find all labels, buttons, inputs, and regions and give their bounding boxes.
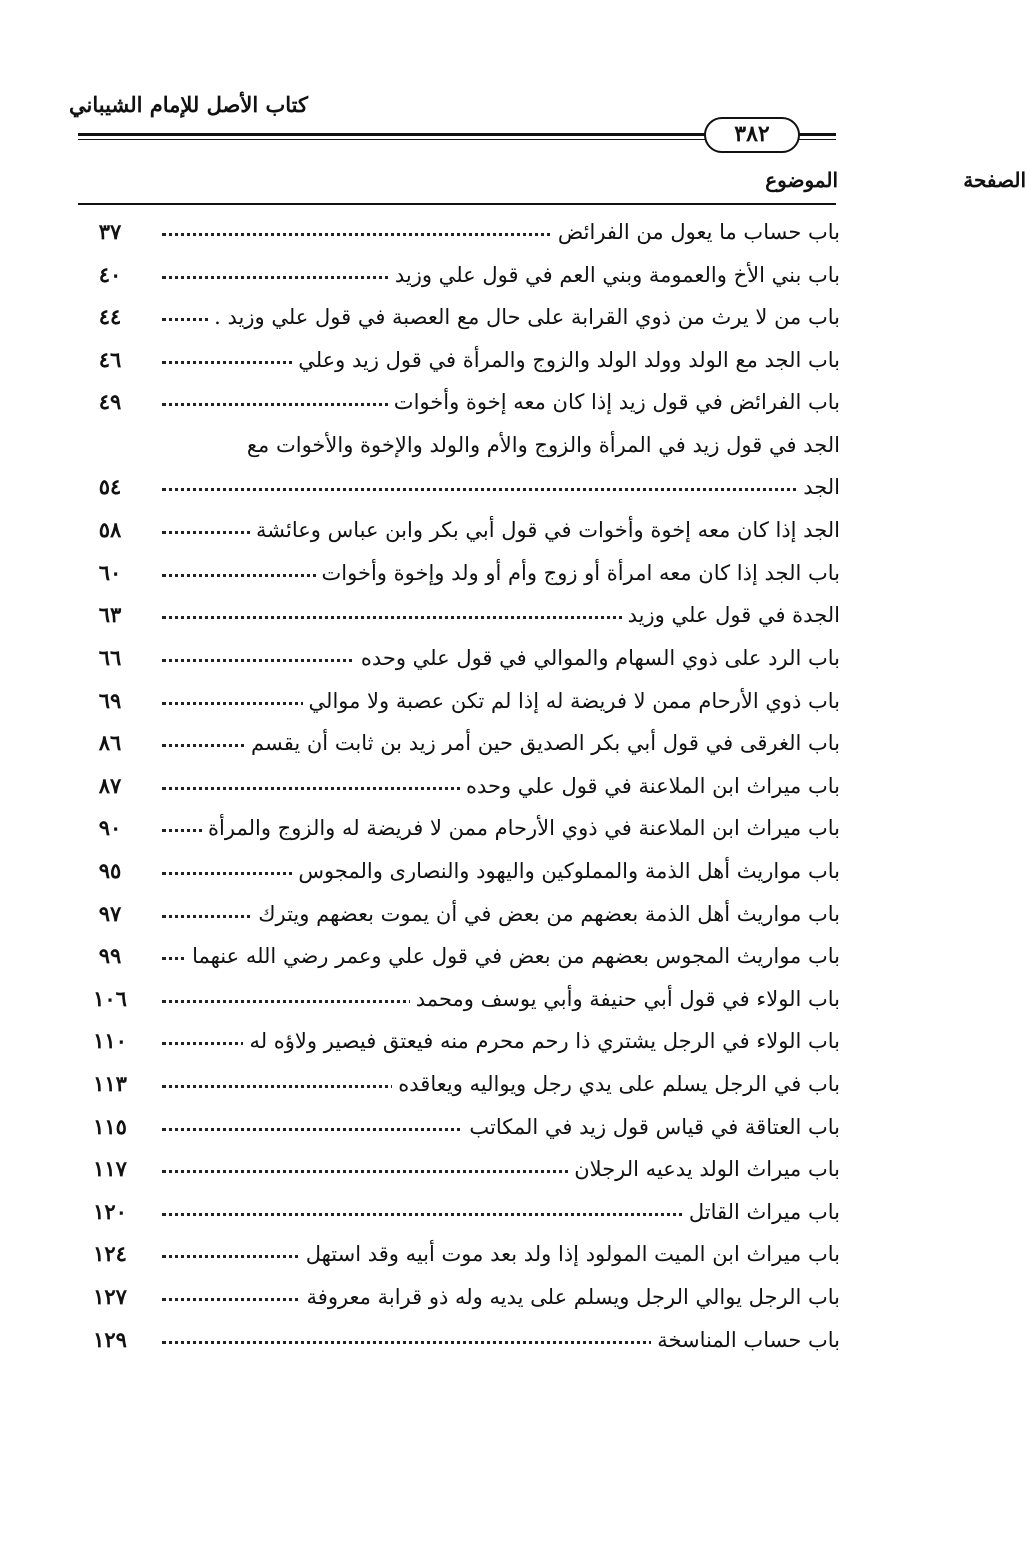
toc-entry-title: باب ميراث ابن الملاعنة في قول علي وحده xyxy=(460,765,840,807)
toc-entry xyxy=(80,211,840,253)
toc-entry-page-number: ٤٠ xyxy=(98,261,122,287)
toc-entry-title: باب الغرقى في قول أبي بكر الصديق حين أمر زيد بن ثابت أن يقسم xyxy=(245,722,840,764)
toc-entry xyxy=(80,850,840,892)
toc-entry-page-number: ٣٧ xyxy=(98,219,122,244)
toc-entry xyxy=(80,339,840,381)
toc-entry-title: باب ميراث ابن الميت المولود إذا ولد بعد موت أبيه وقد استهل xyxy=(300,1233,840,1275)
toc-entry-page-number: ١٢٠ xyxy=(93,1198,127,1224)
toc-entry xyxy=(80,978,840,1020)
toc-entry-page-number: ٥٤ xyxy=(98,474,122,499)
toc-entry xyxy=(80,1191,840,1233)
toc-entry-title: باب ذوي الأرحام ممن لا فريضة له إذا لم تكن عصبة ولا موالي xyxy=(303,680,840,722)
toc-entry-page-number: ٩٧ xyxy=(98,900,122,926)
toc-entry-title: باب حساب ما يعول من الفرائض xyxy=(552,211,840,253)
toc-entry-title: باب الجد مع الولد وولد الولد والزوج والمرأة في قول زيد وعلي xyxy=(292,339,840,381)
toc-entry-title: الجدة في قول علي وزيد xyxy=(622,594,840,636)
toc-entry-title: باب مواريث المجوس بعضهم من بعض في قول علي وعمر رضي الله عنهما xyxy=(186,935,840,977)
toc-entry-title: باب ميراث القاتل xyxy=(683,1191,840,1233)
toc-entry-page-number: ٦٩ xyxy=(98,687,122,713)
toc-entry-page-number: ٨٦ xyxy=(98,730,122,756)
toc-entry-page-number: ٩٠ xyxy=(98,815,122,841)
toc-entry-title: باب الجد إذا كان معه امرأة أو زوج وأم أو ولد وإخوة وأخوات xyxy=(316,552,840,594)
toc-entry xyxy=(80,935,840,977)
toc-entry-page-number: ٦٠ xyxy=(98,559,122,585)
toc-entry-page-number: ٤٩ xyxy=(98,389,122,415)
page-number-badge: ٣٨٢ xyxy=(704,117,800,153)
dot-leader xyxy=(162,488,840,491)
toc-entry-title: باب في الرجل يسلم على يدي رجل ويواليه ويعاقده xyxy=(392,1063,840,1105)
toc-entry-title: باب حساب المناسخة xyxy=(651,1319,840,1361)
toc-entry-page-number: ٥٨ xyxy=(98,517,122,543)
running-header-title: كتاب الأصل للإمام الشيباني xyxy=(69,92,308,117)
toc-entry xyxy=(80,552,840,594)
toc-entry xyxy=(80,509,840,551)
toc-entry xyxy=(80,424,840,508)
toc-entry xyxy=(80,1020,840,1062)
toc-entry xyxy=(80,1148,840,1190)
toc-entry-title: باب الولاء في الرجل يشتري ذا رحم محرم منه فيعتق فيصير ولاؤه له xyxy=(243,1020,840,1062)
toc-entry xyxy=(80,1063,840,1105)
toc-entry-page-number: ١١٠ xyxy=(93,1028,127,1054)
toc-entry xyxy=(80,1233,840,1275)
toc-entry-title: باب مواريث أهل الذمة بعضهم من بعض في أن يموت بعضهم ويترك xyxy=(252,893,840,935)
toc-entry xyxy=(80,637,840,679)
toc-entry xyxy=(80,893,840,935)
toc-entry-page-number: ١٠٦ xyxy=(93,985,127,1011)
toc-entry xyxy=(80,1276,840,1318)
toc-entry-title: باب الفرائض في قول زيد إذا كان معه إخوة وأخوات xyxy=(388,381,840,423)
toc-entry xyxy=(80,381,840,423)
toc-entry-title: باب الرد على ذوي السهام والموالي في قول علي وحده xyxy=(355,637,840,679)
toc-entry xyxy=(80,594,840,636)
toc-entry-title-line1: الجد في قول زيد في المرأة والزوج والأم والولد والإخوة والأخوات مع xyxy=(246,433,840,457)
column-header-rule xyxy=(78,203,836,205)
toc-entry-page-number: ٤٦ xyxy=(98,346,122,372)
toc-entry-page-number: ٩٥ xyxy=(98,858,122,883)
toc-entry xyxy=(80,1319,840,1361)
toc-entry-page-number: ١٢٩ xyxy=(93,1326,127,1352)
toc-entry-page-number: ٨٧ xyxy=(98,772,122,798)
toc-entry xyxy=(80,680,840,722)
toc-entry-page-number: ٩٩ xyxy=(98,943,122,969)
toc-entry xyxy=(80,765,840,807)
toc-entry-title: باب العتاقة في قياس قول زيد في المكاتب xyxy=(463,1106,840,1148)
toc-entry-page-number: ١٢٧ xyxy=(93,1284,127,1309)
toc-entry xyxy=(80,807,840,849)
toc-entry xyxy=(80,1106,840,1148)
page-column-header: الصفحة xyxy=(963,168,1026,192)
toc-entry-title: باب الولاء في قول أبي حنيفة وأبي يوسف ومحمد xyxy=(410,978,840,1020)
toc-entry-title: باب ميراث ابن الملاعنة في ذوي الأرحام ممن لا فريضة له والزوج والمرأة xyxy=(202,807,840,849)
toc-entry-page-number: ٦٣ xyxy=(98,602,122,628)
toc-entry-page-number: ١٢٤ xyxy=(93,1241,127,1267)
toc-entry-title: باب من لا يرث من ذوي القرابة على حال مع العصبة في قول علي وزيد . xyxy=(208,296,840,338)
toc-entry-title: الجد xyxy=(797,466,840,508)
toc-entry-title: باب مواريث أهل الذمة والمملوكين واليهود والنصارى والمجوس xyxy=(292,850,840,892)
toc-entry-page-number: ١١٣ xyxy=(93,1071,127,1096)
toc-entry-title: باب الرجل يوالي الرجل ويسلم على يديه وله ذو قرابة معروفة xyxy=(301,1276,840,1318)
toc-entry-page-number: ١١٧ xyxy=(93,1156,127,1182)
toc-entry-page-number: ١١٥ xyxy=(93,1113,127,1139)
toc-entry-title: باب بني الأخ والعمومة وبني العم في قول علي وزيد xyxy=(389,254,840,296)
toc-entry xyxy=(80,722,840,764)
toc-entry-page-number: ٤٤ xyxy=(98,304,122,330)
topic-column-header: الموضوع xyxy=(765,168,838,192)
toc-entry xyxy=(80,296,840,338)
toc-entry-title: باب ميراث الولد يدعيه الرجلان xyxy=(568,1148,840,1190)
toc-entry xyxy=(80,254,840,296)
toc-entry-page-number: ٦٦ xyxy=(98,645,122,670)
toc-entry-title: الجد إذا كان معه إخوة وأخوات في قول أبي بكر وابن عباس وعائشة xyxy=(250,509,840,551)
